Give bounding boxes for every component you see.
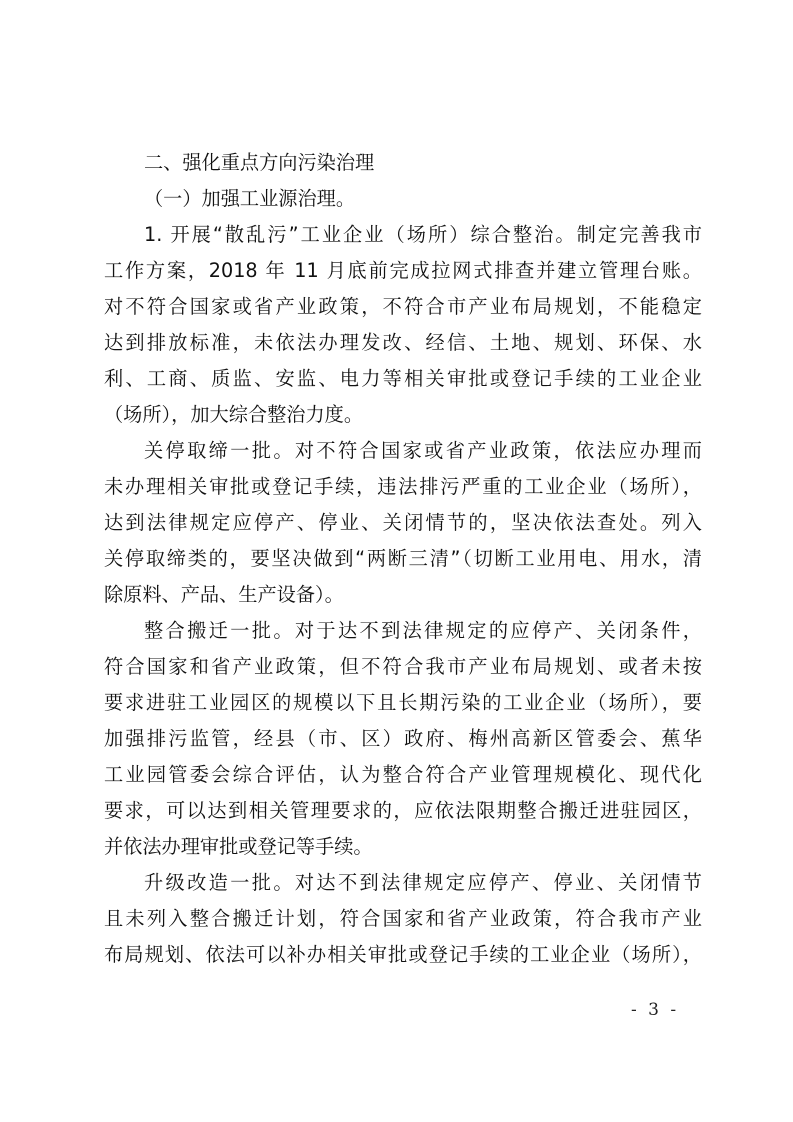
paragraph-line: 除原料、产品、生产设备）。 (104, 583, 344, 606)
paragraph-line: 对不符合国家或省产业政策，不符合市产业布局规划，不能稳定 (104, 295, 702, 318)
paragraph-line: 1. 开展“散乱污”工业企业（场所）综合整治。制定完善我市 (144, 223, 702, 246)
paragraph-line: 未办理相关审批或登记手续，违法排污严重的工业企业（场所）， (104, 475, 702, 498)
paragraph-line: 升级改造一批。对达不到法律规定应停产、停业、关闭情节 (144, 871, 702, 894)
paragraph-line: 达到排放标准，未依法办理发改、经信、土地、规划、环保、水 (104, 331, 702, 354)
paragraph-3 (104, 613, 702, 865)
paragraph-line: 关停取缔一批。对不符合国家或省产业政策，依法应办理而 (144, 439, 702, 462)
paragraph-line: 整合搬迁一批。对于达不到法律规定的应停产、关闭条件， (144, 619, 702, 642)
paragraph-line: 工业园管委会综合评估，认为整合符合产业管理规模化、现代化 (104, 763, 702, 786)
subsection-heading: （一）加强工业源治理。 (144, 187, 356, 210)
paragraph-line: （场所），加大综合整治力度。 (104, 403, 364, 426)
paragraph-line: 且未列入整合搬迁计划，符合国家和省产业政策，符合我市产业 (104, 907, 702, 930)
paragraph-line: 加强排污监管，经县（市、区）政府、梅州高新区管委会、蕉华 (104, 727, 702, 750)
paragraph-line: 达到法律规定应停产、停业、关闭情节的，坚决依法查处。列入 (104, 511, 702, 534)
paragraph-line: 关停取缔类的，要坚决做到“两断三清”（切断工业用电、用水，清 (104, 547, 702, 570)
paragraph-1 (104, 217, 702, 433)
paragraph-line: 要求进驻工业园区的规模以下且长期污染的工业企业（场所），要 (104, 691, 702, 714)
paragraph-4 (104, 865, 702, 973)
paragraph-line: 利、工商、质监、安监、电力等相关审批或登记手续的工业企业 (104, 367, 702, 390)
section-heading: 二、强化重点方向污染治理 (144, 151, 375, 174)
paragraph-line: 要求，可以达到相关管理要求的，应依法限期整合搬迁进驻园区， (104, 799, 702, 822)
paragraph-line: 布局规划、依法可以补办相关审批或登记手续的工业企业（场所）， (104, 943, 702, 966)
paragraph-line: 并依法办理审批或登记等手续。 (104, 835, 373, 858)
page-number: - 3 - (631, 1000, 680, 1020)
paragraph-line: 符合国家和省产业政策，但不符合我市产业布局规划、或者未按 (104, 655, 702, 678)
document-body (104, 145, 702, 973)
paragraph-2 (104, 433, 702, 613)
paragraph-line: 工作方案，2018 年 11 月底前完成拉网式排查并建立管理台账。 (104, 259, 702, 282)
